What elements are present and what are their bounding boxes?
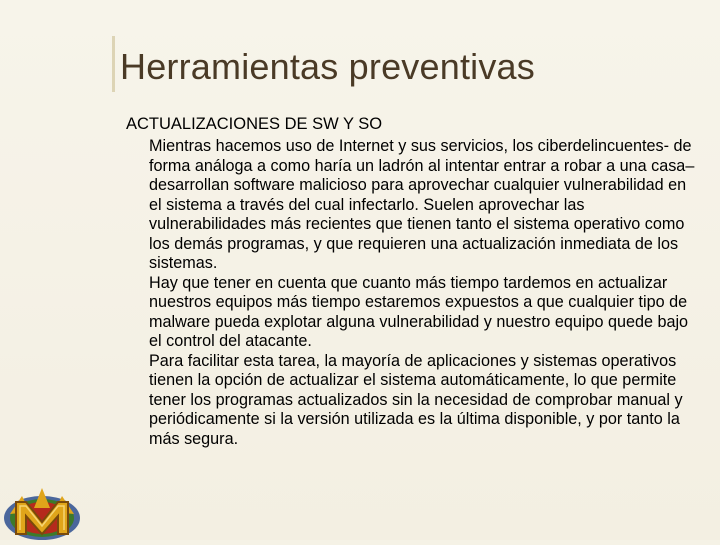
section-heading: ACTUALIZACIONES DE SW Y SO — [126, 115, 383, 133]
paragraph-2: Hay que tener en cuenta que cuanto más tiempo tardemos en actualizar nuestros equipos más tiempo estaremos expuestos a que cualquier tipo de malware pueda explotar alguna vulnerabilidad y nuestro equipo quede bajo el control del atacante. — [149, 273, 689, 350]
slide-title: Herramientas preventivas — [120, 46, 535, 87]
m-emblem-icon — [0, 478, 84, 540]
slide-body — [126, 114, 698, 449]
paragraph-1: Mientras hacemos uso de Internet y sus servicios, los ciberdelincuentes- de forma análoga a como haría un ladrón al intentar entrar a robar a una casa– desarrollan software malicioso para aprovechar cualquier vulnerabilidad en el sistema a través del cual infectarlo. Suelen aprovechar las vulnerabilidades más recientes que tienen tanto el sistema operativo como los demás programas, y que requieren una actualización inmediata de los sistemas. — [149, 137, 695, 272]
paragraph-3: Para facilitar esta tarea, la mayoría de aplicaciones y sistemas operativos tienen la opción de actualizar el sistema automáticamente, lo que permite tener los programas actualizados sin la necesidad de comprobar manual y periódicamente si la versión utilizada es la última disponible, y por tanto la más segura. — [149, 351, 683, 448]
title-accent-line — [112, 36, 115, 92]
